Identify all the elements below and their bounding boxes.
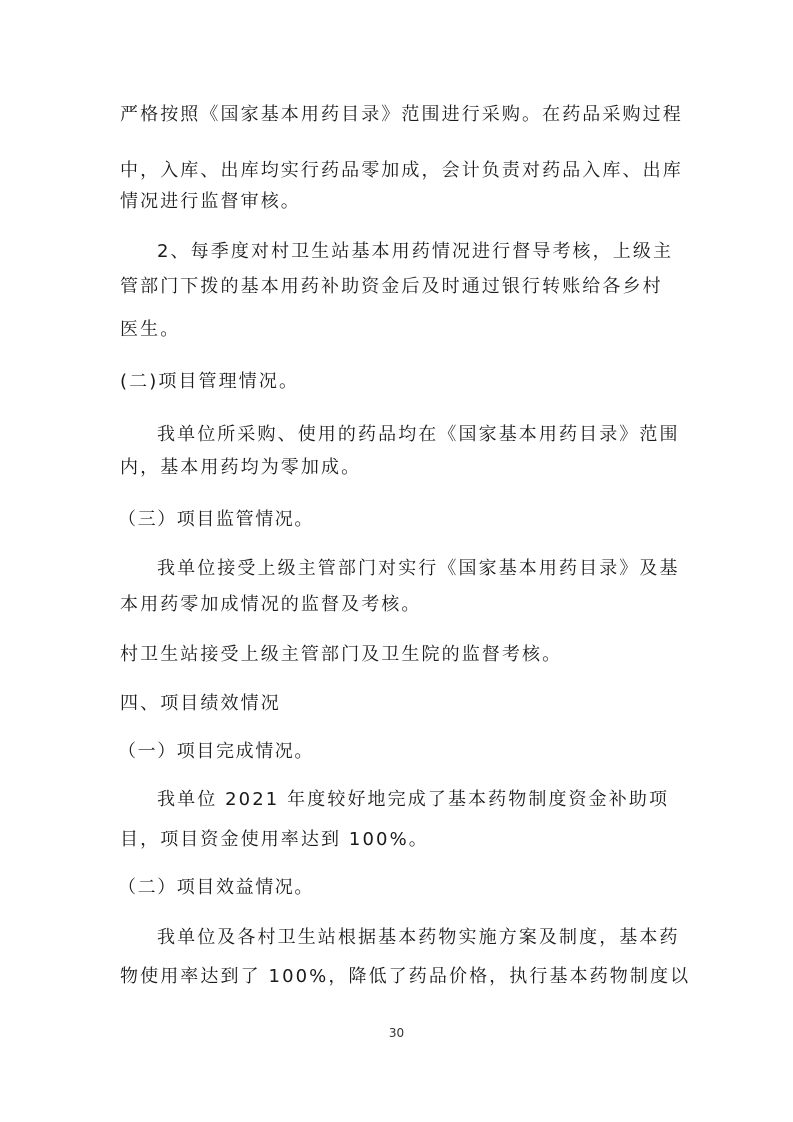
body-text-line: 管部门下拨的基本用药补助资金后及时通过银行转账给各乡村 — [120, 276, 663, 297]
body-text-line: 我单位接受上级主管部门对实行《国家基本用药目录》及基 — [157, 558, 680, 579]
body-text-line: 严格按照《国家基本用药目录》范围进行采购。在药品采购过程 — [120, 104, 683, 125]
body-text-line: 村卫生站接受上级主管部门及卫生院的监督考核。 — [120, 644, 563, 665]
page-number: 30 — [388, 1026, 405, 1040]
section-heading: （三）项目监管情况。 — [118, 509, 314, 530]
body-text-line: 中，入库、出库均实行药品零加成，会计负责对药品入库、出库 — [120, 160, 683, 181]
body-text-line: 目，项目资金使用率达到 100%。 — [120, 829, 429, 850]
body-text-line: 我单位 2021 年度较好地完成了基本药物制度资金补助项 — [157, 789, 670, 810]
section-heading: (二)项目管理情况。 — [120, 371, 300, 392]
body-text-line: 内，基本用药均为零加成。 — [120, 457, 362, 478]
body-text-line: 情况进行监督审核。 — [120, 191, 301, 212]
body-text-line: 医生。 — [120, 319, 181, 340]
section-heading: 四、项目绩效情况 — [120, 693, 281, 714]
body-text-line: 我单位所采购、使用的药品均在《国家基本用药目录》范围 — [157, 424, 680, 445]
section-heading: （一）项目完成情况。 — [118, 741, 314, 762]
section-heading: （二）项目效益情况。 — [118, 877, 314, 898]
body-text-line: 2、每季度对村卫生站基本用药情况进行督导考核，上级主 — [157, 241, 674, 262]
body-text-line: 我单位及各村卫生站根据基本药物实施方案及制度，基本药 — [157, 927, 680, 948]
body-text-line: 物使用率达到了 100%，降低了药品价格，执行基本药物制度以 — [120, 966, 691, 987]
body-text-line: 本用药零加成情况的监督及考核。 — [120, 594, 422, 615]
